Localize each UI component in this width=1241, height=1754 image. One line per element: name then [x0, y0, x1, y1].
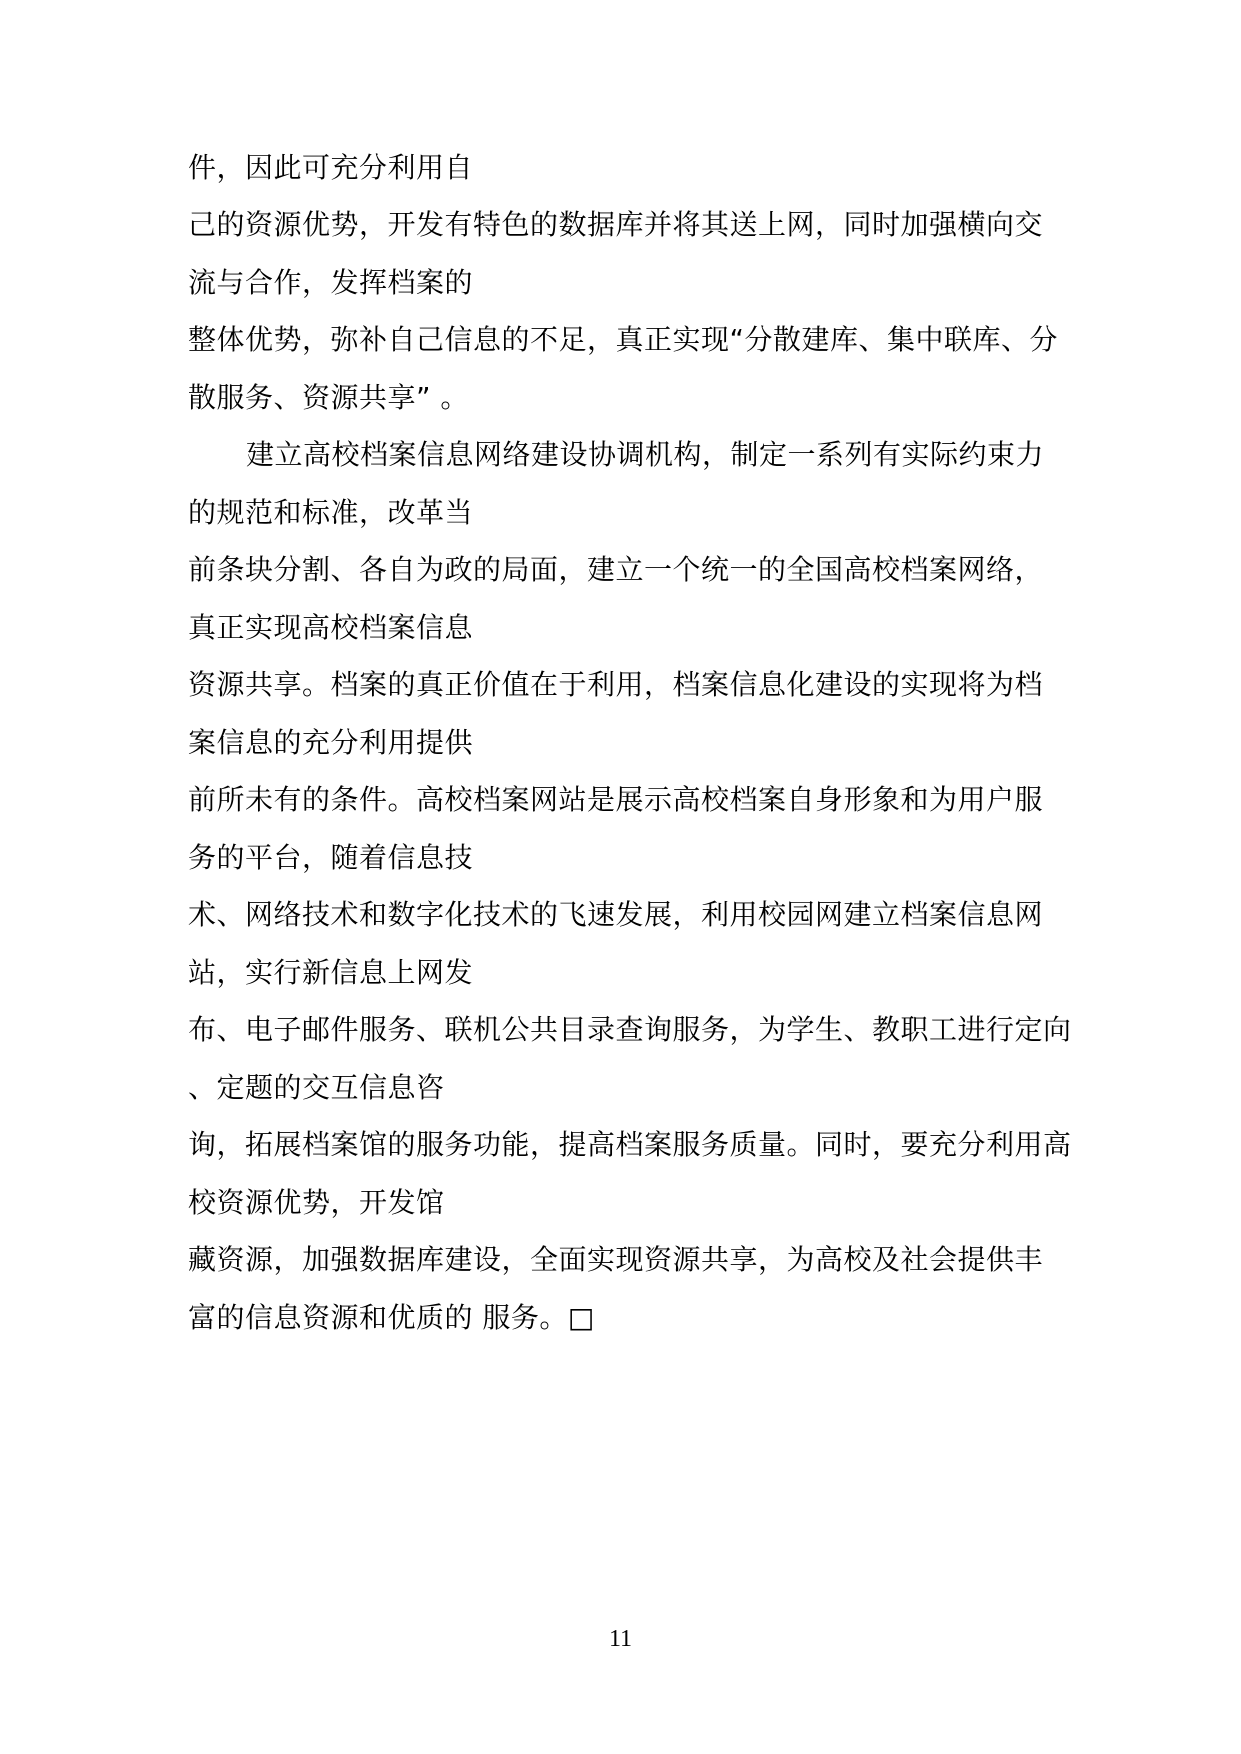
text-line: 校资源优势，开发馆: [188, 1186, 445, 1219]
text-line: 、定题的交互信息咨: [188, 1071, 445, 1104]
text-line: 真正实现高校档案信息: [188, 611, 474, 644]
text-line: 资源共享。档案的真正价值在于利用，档案信息化建设的实现将为档: [188, 668, 1044, 701]
text-line: 流与合作，发挥档案的: [188, 266, 474, 299]
text-line: 富的信息资源和优质的 服务。□: [188, 1301, 595, 1334]
text-line: 前条块分割、各自为政的局面，建立一个统一的全国高校档案网络，: [188, 553, 1044, 586]
text-line: 整体优势，弥补自己信息的不足，真正实现“分散建库、集中联库、分: [188, 323, 1059, 356]
text-line: 术、网络技术和数字化技术的飞速发展，利用校园网建立档案信息网: [188, 898, 1044, 931]
text-line: 的规范和标准，改革当: [188, 496, 474, 529]
page-number: 11: [608, 1626, 633, 1652]
paragraph-first-line: 建立高校档案信息网络建设协调机构，制定一系列有实际约束力: [246, 438, 1045, 471]
text-line: 布、电子邮件服务、联机公共目录查询服务，为学生、教职工进行定向: [188, 1013, 1072, 1046]
text-line: 务的平台，随着信息技: [188, 841, 474, 874]
text-line: 散服务、资源共享” 。: [188, 381, 469, 414]
text-line: 藏资源，加强数据库建设，全面实现资源共享，为高校及社会提供丰: [188, 1243, 1044, 1276]
text-line: 前所未有的条件。高校档案网站是展示高校档案自身形象和为用户服: [188, 783, 1044, 816]
text-line: 站，实行新信息上网发: [188, 956, 474, 989]
text-line: 件，因此可充分利用自: [188, 151, 474, 184]
text-line: 案信息的充分利用提供: [188, 726, 474, 759]
text-line: 询，拓展档案馆的服务功能，提高档案服务质量。同时，要充分利用高: [188, 1128, 1072, 1161]
text-line: 己的资源优势，开发有特色的数据库并将其送上网，同时加强横向交: [188, 208, 1044, 241]
